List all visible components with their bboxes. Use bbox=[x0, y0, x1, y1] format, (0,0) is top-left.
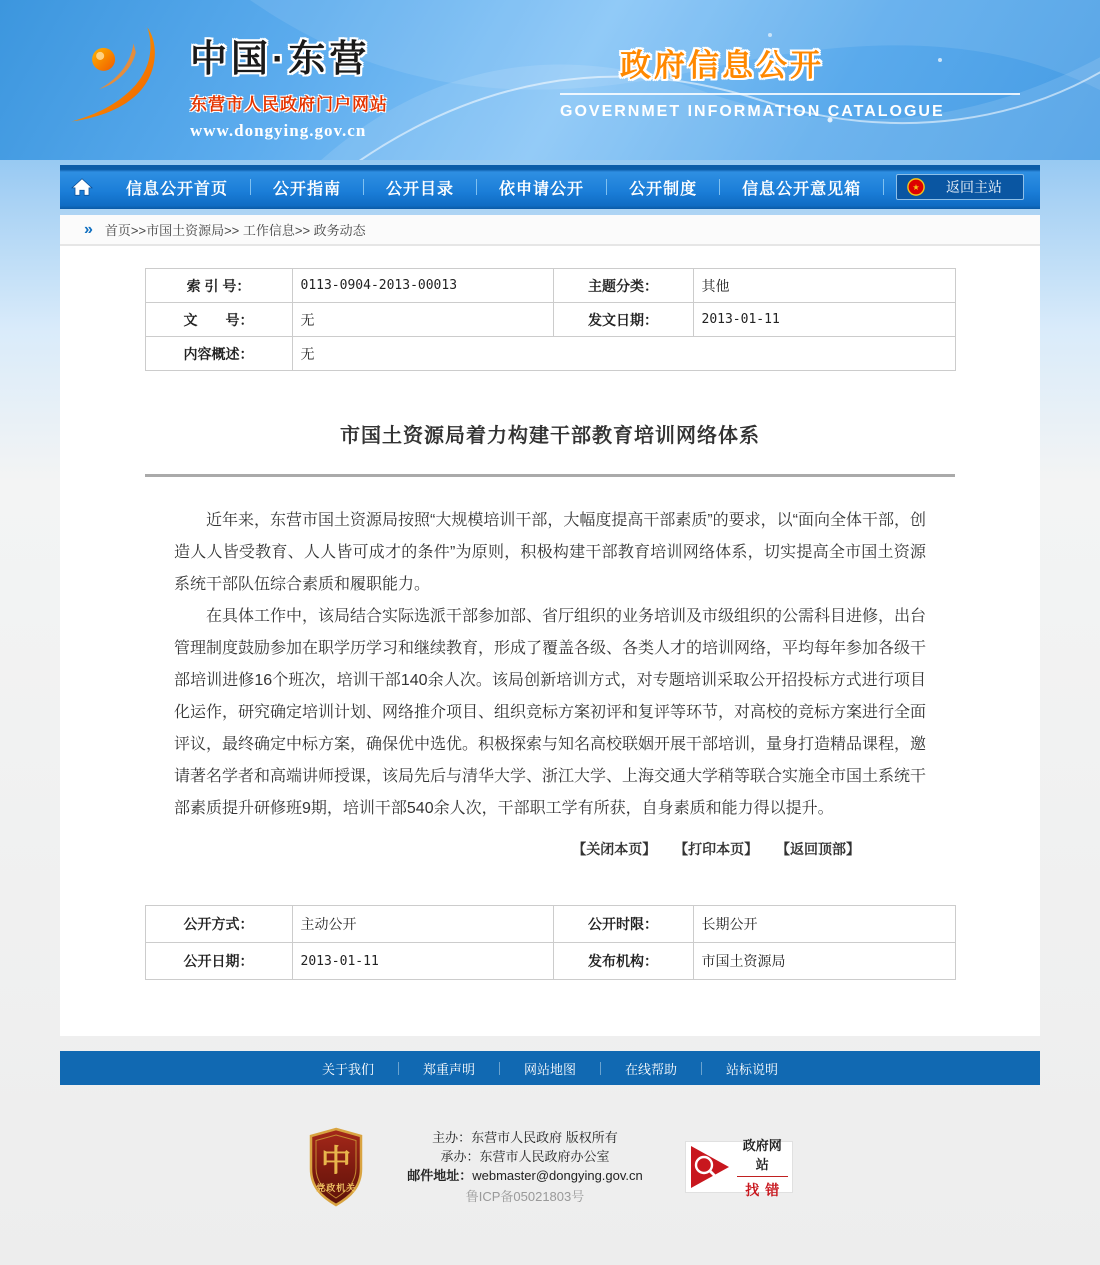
badge-line-site: 政府网站 bbox=[737, 1135, 788, 1177]
footer bbox=[0, 1085, 1100, 1207]
gov-site-error-report-badge[interactable] bbox=[685, 1137, 793, 1198]
badge-label: 党政机关 bbox=[316, 1183, 357, 1193]
meta-label-index: 索 引 号： bbox=[145, 269, 292, 303]
pub-value-duration: 长期公开 bbox=[693, 906, 955, 943]
nav-item-home[interactable]: 信息公开首页 bbox=[126, 180, 229, 198]
shield-icon bbox=[307, 1127, 365, 1207]
table-row bbox=[145, 269, 955, 303]
meta-value-issue-date: 2013-01-11 bbox=[693, 303, 955, 337]
article-paragraph: 近年来，东营市国土资源局按照“大规模培训干部，大幅度提高干部素质”的要求，以“面向全体干部，创造人人皆受教育、人人皆可成才的条件”为原则，积极构建干部教育培训网络体系，切实提高全市国土资源系统干部队伍综合素质和履职能力。 bbox=[174, 512, 926, 593]
site-subtitle: 东营市人民政府门户网站 bbox=[190, 95, 388, 114]
site-url: www.dongying.gov.cn bbox=[190, 121, 367, 140]
pub-label-date: 公开日期： bbox=[145, 943, 292, 980]
breadcrumb bbox=[60, 215, 1040, 246]
nav-item-guide[interactable]: 公开指南 bbox=[273, 180, 342, 198]
table-row bbox=[145, 943, 955, 980]
webmaster-email-link[interactable]: webmaster@dongying.gov.cn bbox=[472, 1168, 643, 1183]
home-icon[interactable] bbox=[60, 176, 104, 198]
table-row bbox=[145, 303, 955, 337]
main-nav bbox=[60, 165, 1040, 209]
icp-record-number: 鲁ICP备05021803号 bbox=[465, 1189, 585, 1204]
pub-label-agency: 发布机构： bbox=[553, 943, 693, 980]
back-to-top-button[interactable]: 【返回顶部】 bbox=[776, 841, 860, 857]
email-label: 邮件地址： bbox=[407, 1168, 473, 1183]
pub-label-duration: 公开时限： bbox=[553, 906, 693, 943]
site-banner bbox=[0, 0, 1100, 160]
meta-label-topic: 主题分类： bbox=[553, 269, 693, 303]
nav-separator bbox=[883, 179, 884, 195]
pub-value-agency: 市国土资源局 bbox=[693, 943, 955, 980]
footer-nav bbox=[60, 1051, 1040, 1085]
footer-organizer-line: 承办：东营市人民政府办公室 bbox=[440, 1149, 610, 1164]
close-page-button[interactable]: 【关闭本页】 bbox=[572, 841, 657, 857]
nav-item-system[interactable]: 公开制度 bbox=[629, 180, 698, 198]
pub-value-date: 2013-01-11 bbox=[292, 943, 553, 980]
footer-link-logo-info[interactable]: 站标说明 bbox=[726, 1061, 779, 1077]
logo-swoosh-icon bbox=[62, 18, 182, 133]
page-title: 市国土资源局着力构建干部教育培训网络体系 bbox=[340, 425, 760, 447]
footer-host-line: 主办：东营市人民政府 版权所有 bbox=[432, 1130, 618, 1145]
meta-value-index: 0113-0904-2013-00013 bbox=[292, 269, 553, 303]
meta-label-summary: 内容概述： bbox=[145, 337, 292, 371]
footer-email-line bbox=[407, 1166, 643, 1185]
publication-info-table bbox=[145, 905, 956, 980]
nav-item-apply[interactable]: 依申请公开 bbox=[499, 180, 585, 198]
badge-line-find-error: 找错 bbox=[745, 1181, 786, 1198]
pub-label-method: 公开方式： bbox=[145, 906, 292, 943]
meta-value-topic: 其他 bbox=[693, 269, 955, 303]
table-row bbox=[145, 337, 955, 371]
footer-link-sitemap[interactable]: 网站地图 bbox=[523, 1061, 576, 1077]
meta-label-docno: 文 号： bbox=[145, 303, 292, 337]
meta-value-docno: 无 bbox=[292, 303, 553, 337]
table-row bbox=[145, 906, 955, 943]
main-content bbox=[60, 246, 1040, 1036]
pub-value-method: 主动公开 bbox=[292, 906, 553, 943]
nav-item-mailbox[interactable]: 信息公开意见箱 bbox=[742, 180, 862, 198]
print-page-button[interactable]: 【打印本页】 bbox=[674, 841, 759, 857]
meta-value-summary: 无 bbox=[292, 337, 955, 371]
document-meta-table bbox=[145, 268, 956, 371]
footer-link-help[interactable]: 在线帮助 bbox=[625, 1061, 678, 1077]
footer-link-about[interactable]: 关于我们 bbox=[321, 1061, 374, 1077]
title-divider bbox=[145, 474, 955, 477]
breadcrumb-path[interactable]: 首页>>市国土资源局>> 工作信息>> 政务动态 bbox=[104, 223, 366, 238]
footer-info bbox=[407, 1128, 643, 1206]
site-title: 中国·东营 bbox=[190, 38, 371, 79]
nav-item-catalogue[interactable]: 公开目录 bbox=[386, 180, 455, 198]
article-body bbox=[174, 505, 926, 825]
footer-link-statement[interactable]: 郑重声明 bbox=[422, 1061, 475, 1077]
meta-label-issue-date: 发文日期： bbox=[553, 303, 693, 337]
government-agency-badge[interactable] bbox=[307, 1127, 365, 1207]
page-actions bbox=[145, 839, 955, 859]
national-emblem-icon bbox=[907, 178, 925, 196]
magnifier-flag-icon bbox=[689, 1144, 733, 1190]
back-to-main-site-button[interactable] bbox=[896, 174, 1024, 200]
site-logo[interactable] bbox=[62, 18, 388, 141]
banner-subtitle-en: GOVERNMET INFORMATION CATALOGUE bbox=[560, 103, 945, 120]
svg-text:★: ★ bbox=[912, 183, 920, 193]
banner-divider bbox=[560, 93, 1020, 95]
article-paragraph: 在具体工作中，该局结合实际选派干部参加部、省厅组织的业务培训及市级组织的公需科目进修，出台管理制度鼓励参加在职学历学习和继续教育，形成了覆盖各级、各类人才的培训网络，平均每年参加各级干部培训进修16个班次，培训干部140余人次。该局创新培训方式，对专题培训采取公开招投标方式进行项目化运作，研究确定培训计划、网络推介项目、组织竞标方案初评和复评等环节，对高校的竞标方案进行全面评议，最终确定中标方案，确保优中选优。积极探索与知名高校联姻开展干部培训，量身打造精品课程，邀请著名学者和高端讲师授课，该局先后与清华大学、浙江大学、上海交通大学稍等联合实施全市国土系统干部素质提升研修班9期，培训干部540余人次，干部职工学有所获，自身素质和能力得以提升。 bbox=[174, 608, 927, 817]
back-button-label: 返回主站 bbox=[946, 179, 1002, 195]
banner-title: 政府信息公开 bbox=[620, 48, 824, 83]
svg-text:中: 中 bbox=[321, 1145, 352, 1178]
breadcrumb-arrows-icon: » bbox=[84, 220, 93, 238]
